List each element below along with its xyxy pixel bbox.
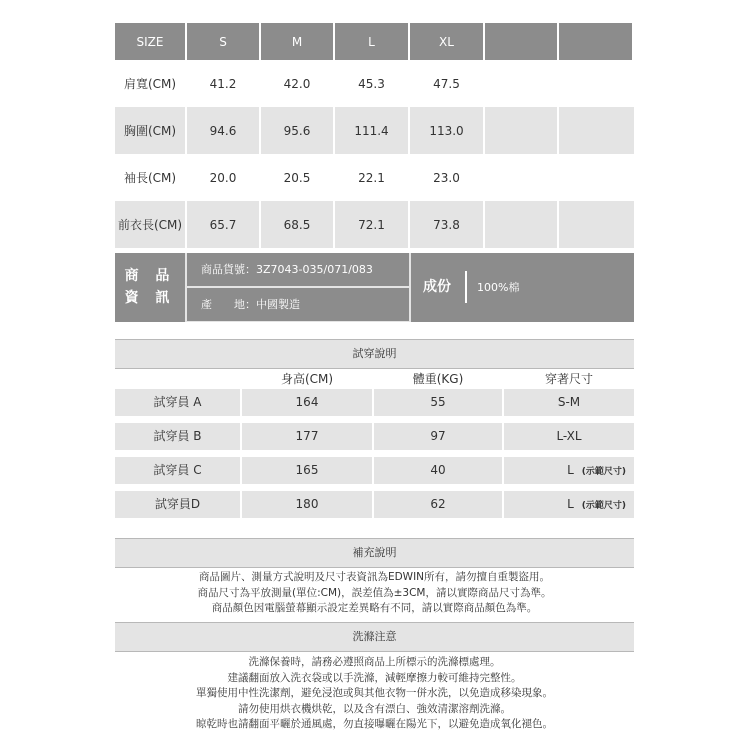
- fit-row: [115, 457, 634, 484]
- care-text: [115, 655, 634, 733]
- size-value: 94.6: [187, 107, 261, 154]
- fit-size-note: (示範尺寸): [581, 501, 626, 511]
- fit-row: [115, 491, 634, 518]
- size-header-cell: L: [335, 23, 410, 60]
- size-value: [485, 201, 559, 248]
- fit-height: 165: [242, 457, 372, 484]
- fit-height: 177: [242, 423, 372, 450]
- care-line: 單獨使用中性洗潔劑，避免浸泡或與其他衣物一併水洗，以免造成移染現象。: [196, 687, 553, 699]
- fit-size-value: L-XL: [556, 429, 582, 443]
- size-row-label: 肩寬(CM): [115, 60, 187, 107]
- size-value: [559, 107, 634, 154]
- fit-size: [504, 423, 634, 450]
- product-info: [115, 253, 634, 322]
- supplement-text: [115, 570, 634, 617]
- origin-value: 中國製造: [256, 298, 300, 311]
- size-header-cell: M: [261, 23, 335, 60]
- care-line: 建議翻面放入洗衣袋或以手洗滌，減輕摩擦力較可維持完整性。: [227, 671, 522, 684]
- fit-weight: 62: [374, 491, 502, 518]
- item-number-row: [187, 253, 409, 286]
- size-value: 47.5: [410, 60, 485, 107]
- size-value: [559, 60, 634, 107]
- supplement-section-title: 補充說明: [115, 538, 634, 568]
- size-value: [559, 201, 634, 248]
- size-value: 41.2: [187, 60, 261, 107]
- size-value: [485, 107, 559, 154]
- care-line: 請勿使用烘衣機烘乾，以及含有漂白、強效清潔溶劑洗滌。: [238, 702, 511, 715]
- fit-size-note: (示範尺寸): [581, 467, 626, 477]
- product-info-title: [115, 253, 185, 322]
- size-value: 20.5: [261, 154, 335, 201]
- size-value: [485, 60, 559, 107]
- fit-section-title: 試穿說明: [115, 339, 634, 369]
- fit-row: [115, 389, 634, 416]
- size-header-cell: SIZE: [115, 23, 187, 60]
- fit-size: [504, 491, 634, 518]
- size-row-front-length: [115, 201, 634, 248]
- size-header-cell: S: [187, 23, 261, 60]
- size-value: 20.0: [187, 154, 261, 201]
- product-info-title-line: 商 品: [124, 268, 176, 284]
- size-value: 95.6: [261, 107, 335, 154]
- size-table-header: [115, 23, 634, 60]
- supplement-line: 商品尺寸為平放測量(單位:CM)，誤差值為±3CM，請以實際商品尺寸為準。: [197, 586, 552, 599]
- size-header-cell: [559, 23, 634, 60]
- fit-header-height: 身高(CM): [280, 372, 334, 386]
- care-line: 洗滌保養時，請務必遵照商品上所標示的洗滌標處理。: [248, 656, 501, 668]
- fit-height: 180: [242, 491, 372, 518]
- fit-header-size: 穿著尺寸: [544, 372, 593, 386]
- fit-model-name: 試穿員 C: [115, 457, 240, 484]
- fit-row: [115, 423, 634, 450]
- fit-size-value: S-M: [557, 395, 581, 409]
- size-value: [485, 154, 559, 201]
- material-label: 成份: [411, 253, 463, 322]
- fit-height: 164: [242, 389, 372, 416]
- size-row-label: 胸圍(CM): [115, 107, 187, 154]
- fit-size: [504, 389, 634, 416]
- material-block: [411, 253, 634, 322]
- supplement-line: 商品顏色因電腦螢幕顯示設定差異略有不同，請以實際商品顏色為準。: [211, 602, 538, 614]
- product-info-title-line: 資 訊: [124, 290, 176, 306]
- fit-weight: 40: [374, 457, 502, 484]
- product-info-details: [187, 253, 409, 322]
- origin-row: [187, 288, 409, 321]
- size-value: 72.1: [335, 201, 410, 248]
- item-number-value: 3Z7043-035/071/083: [256, 263, 373, 276]
- size-value: 22.1: [335, 154, 410, 201]
- fit-size-value: L: [567, 497, 574, 511]
- size-value: 45.3: [335, 60, 410, 107]
- size-row-shoulder: [115, 60, 634, 107]
- size-row-chest: [115, 107, 634, 154]
- size-row-label: 袖長(CM): [115, 154, 187, 201]
- care-section-title: 洗滌注意: [115, 622, 634, 652]
- size-value: 113.0: [410, 107, 485, 154]
- size-table: [115, 23, 634, 248]
- fit-weight: 97: [374, 423, 502, 450]
- size-row-label: 前衣長(CM): [115, 201, 187, 248]
- size-value: 73.8: [410, 201, 485, 248]
- fit-model-name: 試穿員 A: [115, 389, 240, 416]
- fit-size-value: L: [567, 463, 574, 477]
- fit-size: [504, 457, 634, 484]
- size-value: 65.7: [187, 201, 261, 248]
- care-line: 晾乾時也請翻面平曬於通風處，勿直接曝曬在陽光下，以避免造成氧化褪色。: [196, 718, 553, 730]
- size-value: [559, 154, 634, 201]
- fit-weight: 55: [374, 389, 502, 416]
- fit-model-name: 試穿員 B: [115, 423, 240, 450]
- size-row-sleeve: [115, 154, 634, 201]
- fit-header-weight: 體重(KG): [412, 372, 464, 386]
- supplement-line: 商品圖片、測量方式說明及尺寸表資訊為EDWIN所有，請勿擅自重製盜用。: [198, 571, 551, 583]
- size-value: 68.5: [261, 201, 335, 248]
- size-header-cell: [485, 23, 559, 60]
- material-divider: [465, 271, 467, 303]
- size-header-cell: XL: [410, 23, 485, 60]
- fit-model-name: 試穿員D: [115, 491, 240, 518]
- origin-label: 產 地：: [201, 298, 256, 311]
- size-value: 111.4: [335, 107, 410, 154]
- size-value: 42.0: [261, 60, 335, 107]
- item-number-label: 商品貨號：: [201, 263, 256, 276]
- material-value: 100%棉: [477, 281, 520, 294]
- size-value: 23.0: [410, 154, 485, 201]
